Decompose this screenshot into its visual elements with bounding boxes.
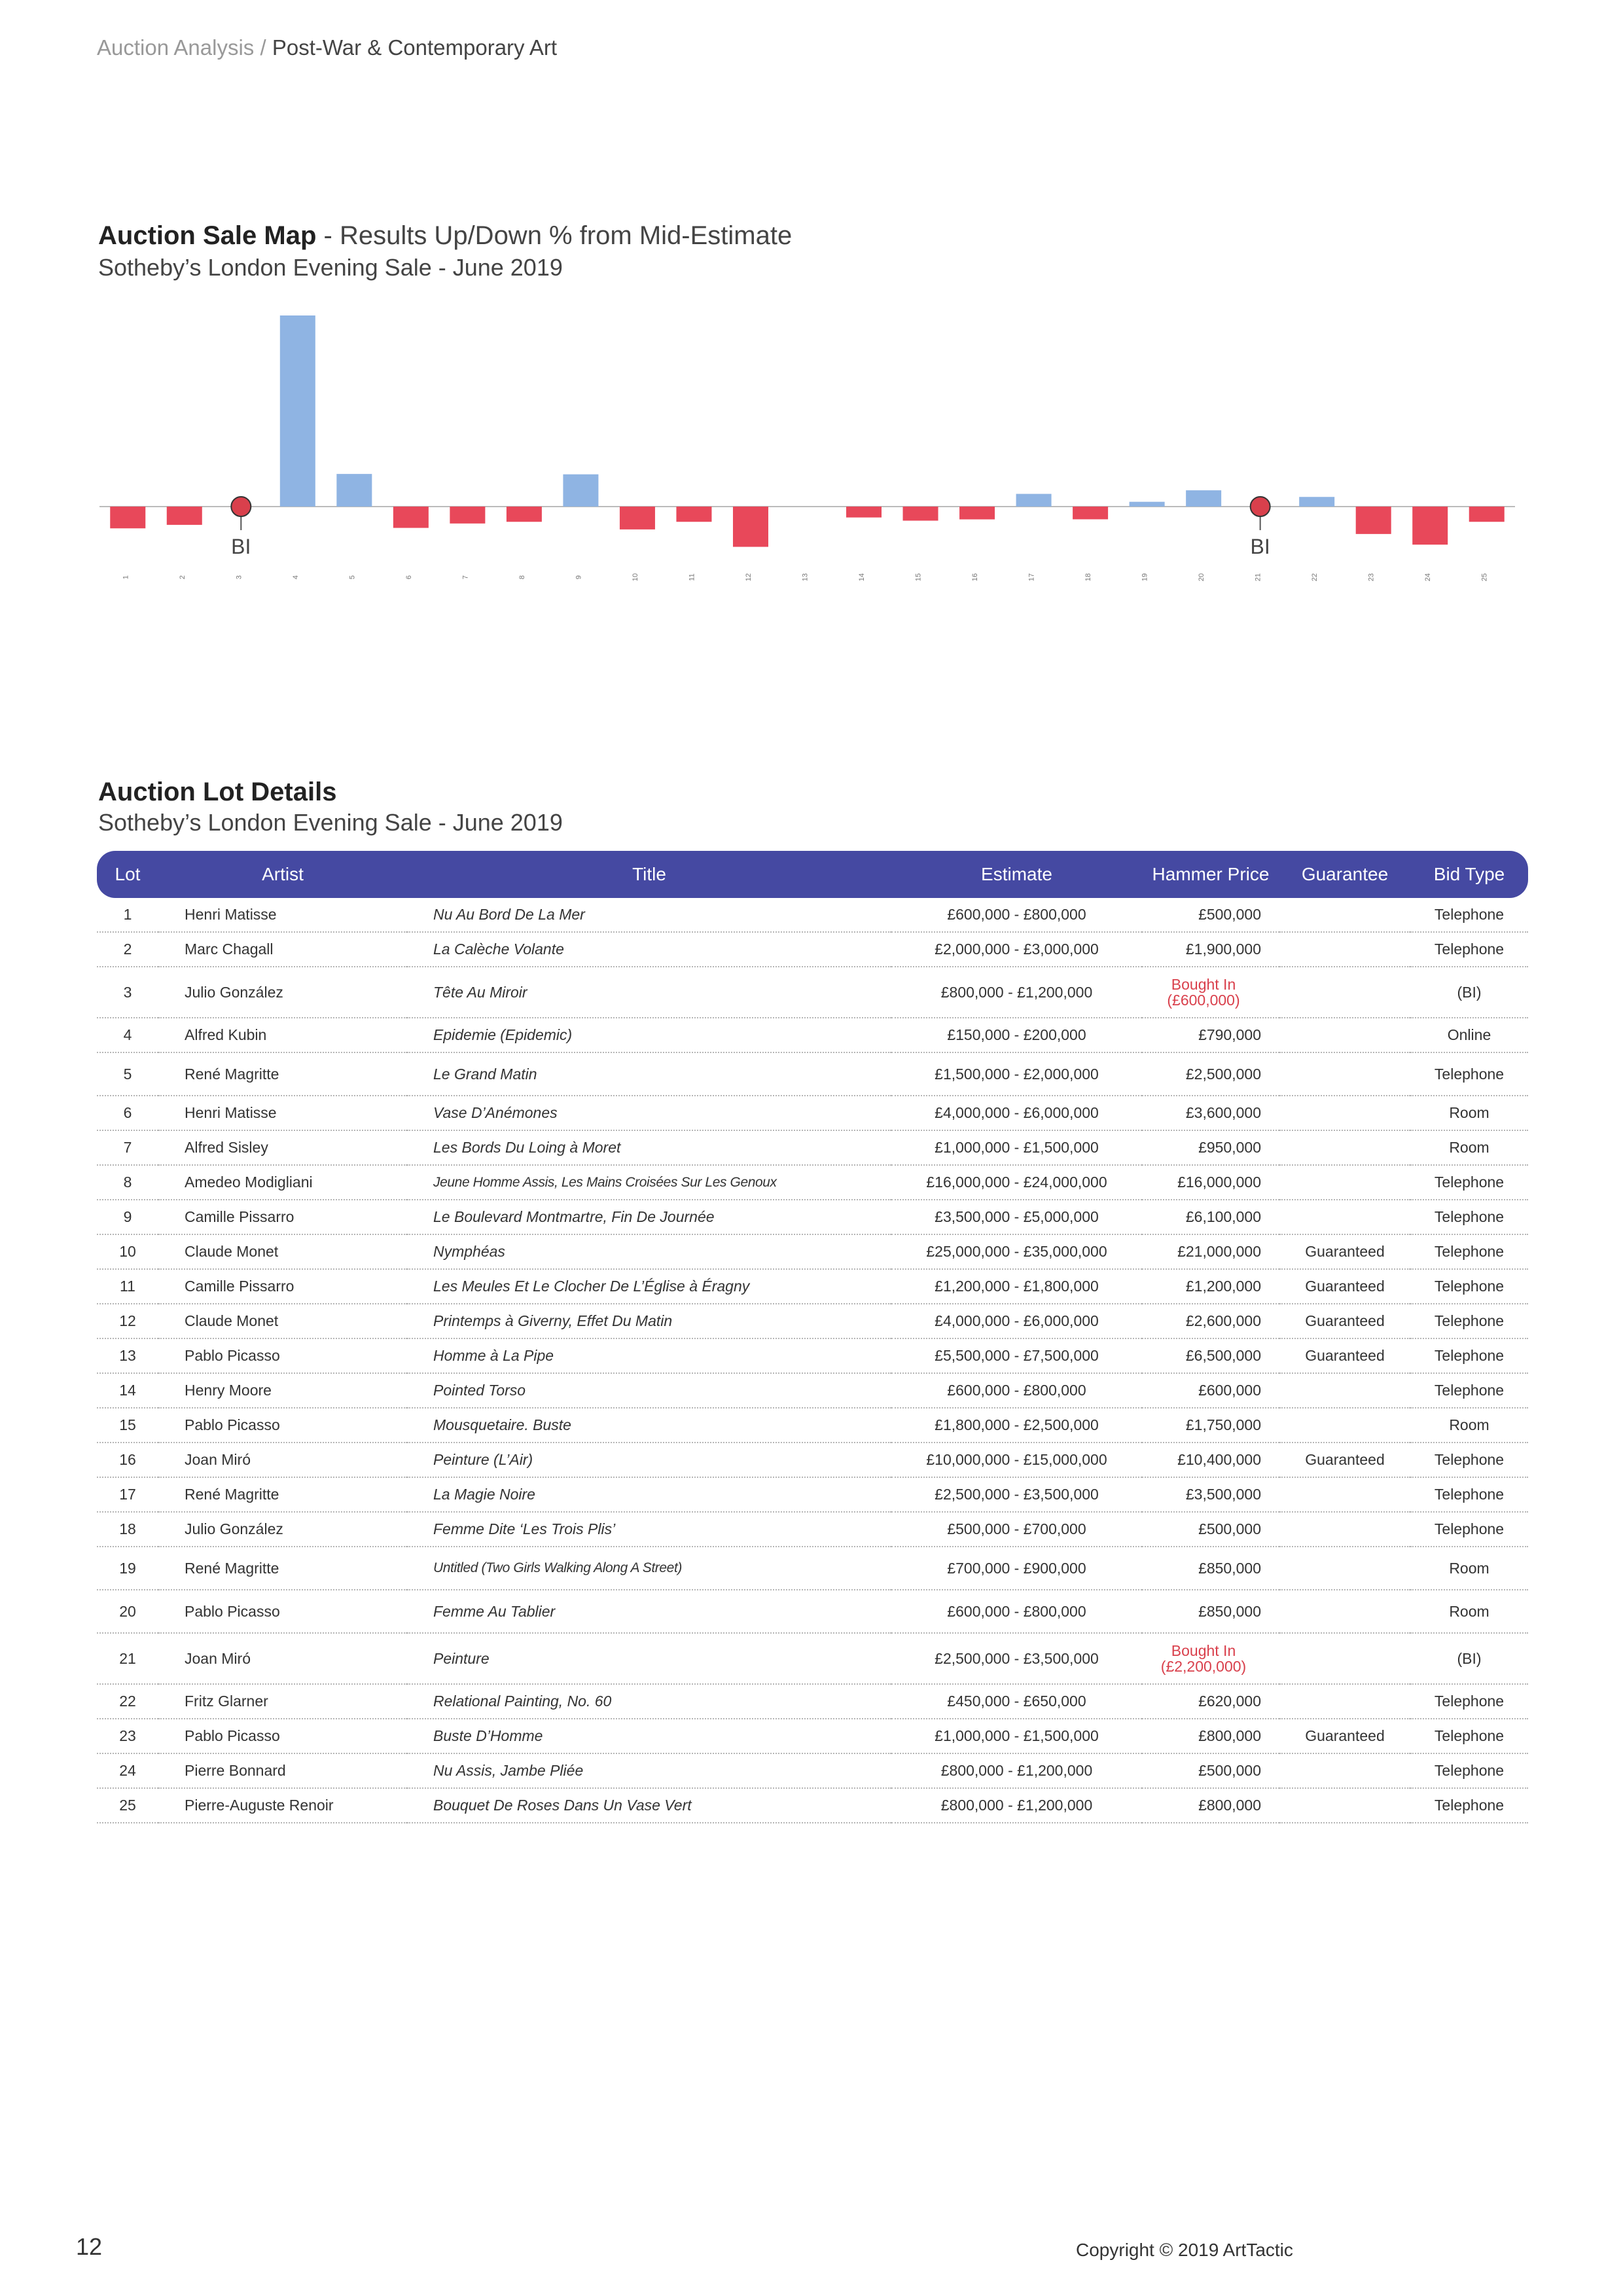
bid-type-cell: Telephone [1410, 1234, 1528, 1269]
table-row [97, 1684, 1528, 1719]
artist-cell: René Magritte [158, 1477, 407, 1512]
guarantee-cell: Guaranteed [1279, 1719, 1410, 1753]
bid-type-cell: Telephone [1410, 1512, 1528, 1547]
title-cell: Le Grand Matin [407, 1052, 891, 1096]
bid-type-cell: Room [1410, 1408, 1528, 1443]
tick-label: 10 [631, 573, 639, 582]
header-lot: Lot [97, 851, 158, 898]
bid-type-cell: Telephone [1410, 1753, 1528, 1788]
bar-lot-8 [507, 507, 542, 522]
breadcrumb-separator: / [254, 35, 272, 60]
title-cell: Femme Au Tablier [407, 1590, 891, 1633]
tick-label: 16 [971, 573, 980, 582]
guarantee-cell [1279, 1512, 1410, 1547]
bought-in-label: Bought In [1171, 976, 1236, 993]
header-artist: Artist [158, 851, 407, 898]
bar-lot-10 [620, 507, 655, 529]
estimate-cell: £2,500,000 - £3,500,000 [891, 1477, 1142, 1512]
bid-type-cell: Room [1410, 1130, 1528, 1165]
estimate-cell: £16,000,000 - £24,000,000 [891, 1165, 1142, 1200]
table-row [97, 1788, 1528, 1823]
table-row [97, 1269, 1528, 1304]
tick-label: 23 [1367, 573, 1376, 582]
guarantee-cell: Guaranteed [1279, 1338, 1410, 1373]
bid-type-cell: (BI) [1410, 1633, 1528, 1684]
estimate-cell: £1,200,000 - £1,800,000 [891, 1269, 1142, 1304]
bar-lot-1 [110, 507, 145, 528]
title-cell: Les Bords Du Loing à Moret [407, 1130, 891, 1165]
estimate-cell: £500,000 - £700,000 [891, 1512, 1142, 1547]
estimate-cell: £4,000,000 - £6,000,000 [891, 1304, 1142, 1338]
hammer-price-cell: £16,000,000 [1142, 1165, 1279, 1200]
lot-cell: 5 [97, 1052, 158, 1096]
header-estimate: Estimate [891, 851, 1142, 898]
artist-cell: Joan Miró [158, 1443, 407, 1477]
tick-label: 6 [404, 575, 413, 580]
lot-cell: 16 [97, 1443, 158, 1477]
guarantee-cell [1279, 1018, 1410, 1052]
bought-in-marker [1251, 497, 1270, 516]
title-cell: Homme à La Pipe [407, 1338, 891, 1373]
table-row [97, 1373, 1528, 1408]
lot-cell: 12 [97, 1304, 158, 1338]
bar-lot-18 [1073, 507, 1108, 519]
tick-label: 17 [1027, 573, 1036, 582]
page-number: 12 [76, 2233, 103, 2260]
artist-cell: Henri Matisse [158, 1096, 407, 1130]
artist-cell: Henry Moore [158, 1373, 407, 1408]
artist-cell: Claude Monet [158, 1304, 407, 1338]
table-title: Auction Lot Details [98, 778, 337, 806]
bid-type-cell: Telephone [1410, 1788, 1528, 1823]
hammer-price-cell: £2,600,000 [1142, 1304, 1279, 1338]
guarantee-cell [1279, 1684, 1410, 1719]
chart-title-bold: Auction Sale Map [98, 221, 317, 250]
table-row [97, 932, 1528, 967]
bar-lot-11 [676, 507, 711, 522]
title-cell: Untitled (Two Girls Walking Along A Street) [407, 1547, 891, 1590]
bid-type-cell: Telephone [1410, 1165, 1528, 1200]
table-row [97, 1753, 1528, 1788]
artist-cell: Marc Chagall [158, 932, 407, 967]
bid-type-cell: Telephone [1410, 1443, 1528, 1477]
lot-cell: 15 [97, 1408, 158, 1443]
guarantee-cell [1279, 1408, 1410, 1443]
tick-label: 11 [688, 573, 696, 581]
guarantee-cell [1279, 1590, 1410, 1633]
estimate-cell: £10,000,000 - £15,000,000 [891, 1443, 1142, 1477]
estimate-cell: £1,000,000 - £1,500,000 [891, 1130, 1142, 1165]
tick-label: 3 [235, 575, 243, 580]
guarantee-cell: Guaranteed [1279, 1269, 1410, 1304]
guarantee-cell [1279, 1200, 1410, 1234]
title-cell: Tête Au Miroir [407, 967, 891, 1018]
bought-in-label: (£2,200,000) [1160, 1658, 1247, 1675]
bar-lot-22 [1299, 497, 1334, 507]
lot-cell: 17 [97, 1477, 158, 1512]
hammer-price-cell: £1,200,000 [1142, 1269, 1279, 1304]
estimate-cell: £1,000,000 - £1,500,000 [891, 1719, 1142, 1753]
hammer-price-cell: £620,000 [1142, 1684, 1279, 1719]
breadcrumb-current: Post-War & Contemporary Art [272, 35, 558, 60]
hammer-price-cell: £6,500,000 [1142, 1338, 1279, 1373]
estimate-cell: £1,500,000 - £2,000,000 [891, 1052, 1142, 1096]
header-guarantee: Guarantee [1279, 851, 1410, 898]
bid-type-cell: Telephone [1410, 898, 1528, 932]
tick-label: 9 [575, 575, 583, 580]
bar-lot-15 [903, 507, 938, 521]
hammer-price-cell: £800,000 [1142, 1719, 1279, 1753]
lot-cell: 19 [97, 1547, 158, 1590]
artist-cell: Pierre-Auguste Renoir [158, 1788, 407, 1823]
tick-label: 20 [1198, 573, 1206, 582]
estimate-cell: £1,800,000 - £2,500,000 [891, 1408, 1142, 1443]
tick-label: 15 [914, 573, 923, 582]
estimate-cell: £3,500,000 - £5,000,000 [891, 1200, 1142, 1234]
title-cell: Pointed Torso [407, 1373, 891, 1408]
hammer-price-cell: £850,000 [1142, 1547, 1279, 1590]
artist-cell: Joan Miró [158, 1633, 407, 1684]
artist-cell: René Magritte [158, 1547, 407, 1590]
tick-label: 7 [461, 575, 470, 580]
breadcrumb-section: Auction Analysis [97, 35, 255, 60]
chart-title-rest: - Results Up/Down % from Mid-Estimate [316, 221, 793, 250]
bought-in-marker [231, 497, 251, 516]
guarantee-cell [1279, 967, 1410, 1018]
lot-cell: 11 [97, 1269, 158, 1304]
bar-lot-4 [280, 315, 315, 507]
estimate-cell: £600,000 - £800,000 [891, 1590, 1142, 1633]
bid-type-cell: (BI) [1410, 967, 1528, 1018]
artist-cell: Henri Matisse [158, 898, 407, 932]
guarantee-cell: Guaranteed [1279, 1304, 1410, 1338]
lot-details-table [97, 851, 1528, 1823]
table-row [97, 1477, 1528, 1512]
estimate-cell: £2,500,000 - £3,500,000 [891, 1633, 1142, 1684]
guarantee-cell [1279, 1165, 1410, 1200]
header-bid-type: Bid Type [1410, 851, 1528, 898]
artist-cell: Julio González [158, 1512, 407, 1547]
title-cell: Epidemie (Epidemic) [407, 1018, 891, 1052]
title-cell: La Magie Noire [407, 1477, 891, 1512]
tick-label: 19 [1141, 573, 1149, 582]
table-row [97, 1547, 1528, 1590]
hammer-price-cell: £3,600,000 [1142, 1096, 1279, 1130]
bar-lot-9 [563, 475, 598, 507]
table-row [97, 1096, 1528, 1130]
title-cell: Peinture [407, 1633, 891, 1684]
lot-cell: 24 [97, 1753, 158, 1788]
bar-lot-20 [1186, 490, 1221, 507]
bar-lot-19 [1130, 502, 1165, 507]
title-cell: Printemps à Giverny, Effet Du Matin [407, 1304, 891, 1338]
lot-cell: 23 [97, 1719, 158, 1753]
estimate-cell: £150,000 - £200,000 [891, 1018, 1142, 1052]
bid-type-cell: Telephone [1410, 1338, 1528, 1373]
artist-cell: Camille Pissarro [158, 1269, 407, 1304]
tick-label: 24 [1424, 573, 1433, 582]
title-cell: Relational Painting, No. 60 [407, 1684, 891, 1719]
artist-cell: Julio González [158, 967, 407, 1018]
lot-cell: 13 [97, 1338, 158, 1373]
artist-cell: Pablo Picasso [158, 1338, 407, 1373]
estimate-cell: £700,000 - £900,000 [891, 1547, 1142, 1590]
hammer-price-cell: £500,000 [1142, 1753, 1279, 1788]
bid-type-cell: Telephone [1410, 1373, 1528, 1408]
table-subtitle: Sotheby’s London Evening Sale - June 2019 [98, 809, 563, 836]
bar-lot-16 [959, 507, 995, 520]
bar-lot-6 [393, 507, 429, 528]
bar-lot-17 [1016, 494, 1052, 507]
guarantee-cell: Guaranteed [1279, 1234, 1410, 1269]
lot-cell: 20 [97, 1590, 158, 1633]
table-row [97, 1304, 1528, 1338]
header-hammer-price: Hammer Price [1142, 851, 1279, 898]
artist-cell: Pablo Picasso [158, 1590, 407, 1633]
guarantee-cell [1279, 1052, 1410, 1096]
tick-label: 12 [744, 573, 753, 582]
title-cell: Nu Au Bord De La Mer [407, 898, 891, 932]
tick-label: 18 [1084, 573, 1093, 582]
guarantee-cell [1279, 1373, 1410, 1408]
bid-type-cell: Room [1410, 1547, 1528, 1590]
title-cell: Le Boulevard Montmartre, Fin De Journée [407, 1200, 891, 1234]
tick-label: 13 [801, 573, 810, 582]
bar-lot-2 [167, 507, 202, 525]
artist-cell: Pablo Picasso [158, 1408, 407, 1443]
bar-lot-7 [450, 507, 485, 524]
bid-type-cell: Telephone [1410, 1052, 1528, 1096]
guarantee-cell [1279, 1753, 1410, 1788]
bid-type-cell: Online [1410, 1018, 1528, 1052]
lot-cell: 6 [97, 1096, 158, 1130]
table-row [97, 1338, 1528, 1373]
lot-cell: 1 [97, 898, 158, 932]
bid-type-cell: Telephone [1410, 1200, 1528, 1234]
estimate-cell: £25,000,000 - £35,000,000 [891, 1234, 1142, 1269]
estimate-cell: £800,000 - £1,200,000 [891, 1788, 1142, 1823]
bid-type-cell: Telephone [1410, 1684, 1528, 1719]
table-row [97, 1719, 1528, 1753]
artist-cell: Amedeo Modigliani [158, 1165, 407, 1200]
guarantee-cell [1279, 1788, 1410, 1823]
title-cell: Nu Assis, Jambe Pliée [407, 1753, 891, 1788]
auction-sale-map-chart [0, 0, 1623, 655]
guarantee-cell: Guaranteed [1279, 1443, 1410, 1477]
estimate-cell: £600,000 - £800,000 [891, 1373, 1142, 1408]
hammer-price-cell [1142, 967, 1279, 1018]
estimate-cell: £2,000,000 - £3,000,000 [891, 932, 1142, 967]
table-row [97, 967, 1528, 1018]
tick-label: 21 [1254, 573, 1262, 582]
guarantee-cell [1279, 932, 1410, 967]
hammer-price-cell [1142, 1633, 1279, 1684]
hammer-price-cell: £800,000 [1142, 1788, 1279, 1823]
guarantee-cell [1279, 1096, 1410, 1130]
lot-cell: 25 [97, 1788, 158, 1823]
bought-in-label: Bought In [1171, 1642, 1236, 1659]
estimate-cell: £450,000 - £650,000 [891, 1684, 1142, 1719]
artist-cell: Claude Monet [158, 1234, 407, 1269]
lot-cell: 18 [97, 1512, 158, 1547]
hammer-price-cell: £6,100,000 [1142, 1200, 1279, 1234]
tick-label: 25 [1480, 573, 1489, 582]
hammer-price-cell: £10,400,000 [1142, 1443, 1279, 1477]
table-row [97, 898, 1528, 932]
lot-cell: 14 [97, 1373, 158, 1408]
guarantee-cell [1279, 898, 1410, 932]
table-row [97, 1052, 1528, 1096]
estimate-cell: £5,500,000 - £7,500,000 [891, 1338, 1142, 1373]
artist-cell: Fritz Glarner [158, 1684, 407, 1719]
guarantee-cell [1279, 1547, 1410, 1590]
title-cell: Buste D’Homme [407, 1719, 891, 1753]
bar-lot-24 [1412, 507, 1448, 545]
title-cell: Mousquetaire. Buste [407, 1408, 891, 1443]
hammer-price-cell: £2,500,000 [1142, 1052, 1279, 1096]
artist-cell: Alfred Kubin [158, 1018, 407, 1052]
lot-cell: 7 [97, 1130, 158, 1165]
estimate-cell: £4,000,000 - £6,000,000 [891, 1096, 1142, 1130]
hammer-price-cell: £600,000 [1142, 1373, 1279, 1408]
guarantee-cell [1279, 1477, 1410, 1512]
lot-cell: 4 [97, 1018, 158, 1052]
bar-lot-5 [336, 474, 372, 507]
bid-type-cell: Telephone [1410, 1477, 1528, 1512]
table-row [97, 1018, 1528, 1052]
estimate-cell: £800,000 - £1,200,000 [891, 1753, 1142, 1788]
table-row [97, 1200, 1528, 1234]
table-row [97, 1443, 1528, 1477]
lot-cell: 8 [97, 1165, 158, 1200]
estimate-cell: £600,000 - £800,000 [891, 898, 1142, 932]
bid-type-cell: Room [1410, 1590, 1528, 1633]
title-cell: Peinture (L’Air) [407, 1443, 891, 1477]
tick-label: 8 [518, 575, 526, 580]
header-title: Title [407, 851, 891, 898]
table-row [97, 1633, 1528, 1684]
table-row [97, 1590, 1528, 1633]
hammer-price-cell: £500,000 [1142, 898, 1279, 932]
tick-label: 1 [122, 575, 130, 580]
table-header-row [97, 851, 1528, 898]
table-row [97, 1512, 1528, 1547]
bid-type-cell: Telephone [1410, 1719, 1528, 1753]
title-cell: Femme Dite ‘Les Trois Plis’ [407, 1512, 891, 1547]
title-cell: Jeune Homme Assis, Les Mains Croisées Sur Les Genoux [407, 1165, 891, 1200]
table-row [97, 1130, 1528, 1165]
estimate-cell: £800,000 - £1,200,000 [891, 967, 1142, 1018]
hammer-price-cell: £1,900,000 [1142, 932, 1279, 967]
tick-label: 14 [858, 573, 866, 582]
bid-type-cell: Telephone [1410, 932, 1528, 967]
chart-subtitle: Sotheby’s London Evening Sale - June 2019 [98, 254, 563, 281]
tick-label: 5 [348, 575, 357, 580]
bought-in-label: BI [1250, 535, 1270, 558]
copyright: Copyright © 2019 ArtTactic [1076, 2240, 1293, 2260]
title-cell: Les Meules Et Le Clocher De L’Église à Éragny [407, 1269, 891, 1304]
hammer-price-cell: £21,000,000 [1142, 1234, 1279, 1269]
lot-cell: 21 [97, 1633, 158, 1684]
hammer-price-cell: £3,500,000 [1142, 1477, 1279, 1512]
bar-lot-14 [846, 507, 882, 518]
lot-cell: 2 [97, 932, 158, 967]
bid-type-cell: Telephone [1410, 1269, 1528, 1304]
bought-in-label: (£600,000) [1167, 992, 1240, 1009]
table-row [97, 1408, 1528, 1443]
lot-cell: 10 [97, 1234, 158, 1269]
bid-type-cell: Room [1410, 1096, 1528, 1130]
tick-label: 22 [1311, 573, 1319, 582]
bid-type-cell: Telephone [1410, 1304, 1528, 1338]
bar-lot-25 [1469, 507, 1505, 522]
artist-cell: Pablo Picasso [158, 1719, 407, 1753]
hammer-price-cell: £1,750,000 [1142, 1408, 1279, 1443]
bar-lot-12 [733, 507, 768, 547]
guarantee-cell [1279, 1130, 1410, 1165]
table-row [97, 1234, 1528, 1269]
tick-label: 4 [291, 575, 300, 580]
table-row [97, 1165, 1528, 1200]
hammer-price-cell: £790,000 [1142, 1018, 1279, 1052]
hammer-price-cell: £950,000 [1142, 1130, 1279, 1165]
title-cell: Nymphéas [407, 1234, 891, 1269]
lot-cell: 22 [97, 1684, 158, 1719]
tick-label: 2 [178, 575, 187, 580]
lot-cell: 9 [97, 1200, 158, 1234]
hammer-price-cell: £850,000 [1142, 1590, 1279, 1633]
bar-lot-23 [1356, 507, 1391, 534]
title-cell: La Calèche Volante [407, 932, 891, 967]
bought-in-label: BI [231, 535, 251, 558]
artist-cell: René Magritte [158, 1052, 407, 1096]
lot-cell: 3 [97, 967, 158, 1018]
title-cell: Bouquet De Roses Dans Un Vase Vert [407, 1788, 891, 1823]
artist-cell: Pierre Bonnard [158, 1753, 407, 1788]
title-cell: Vase D’Anémones [407, 1096, 891, 1130]
hammer-price-cell: £500,000 [1142, 1512, 1279, 1547]
artist-cell: Camille Pissarro [158, 1200, 407, 1234]
artist-cell: Alfred Sisley [158, 1130, 407, 1165]
guarantee-cell [1279, 1633, 1410, 1684]
